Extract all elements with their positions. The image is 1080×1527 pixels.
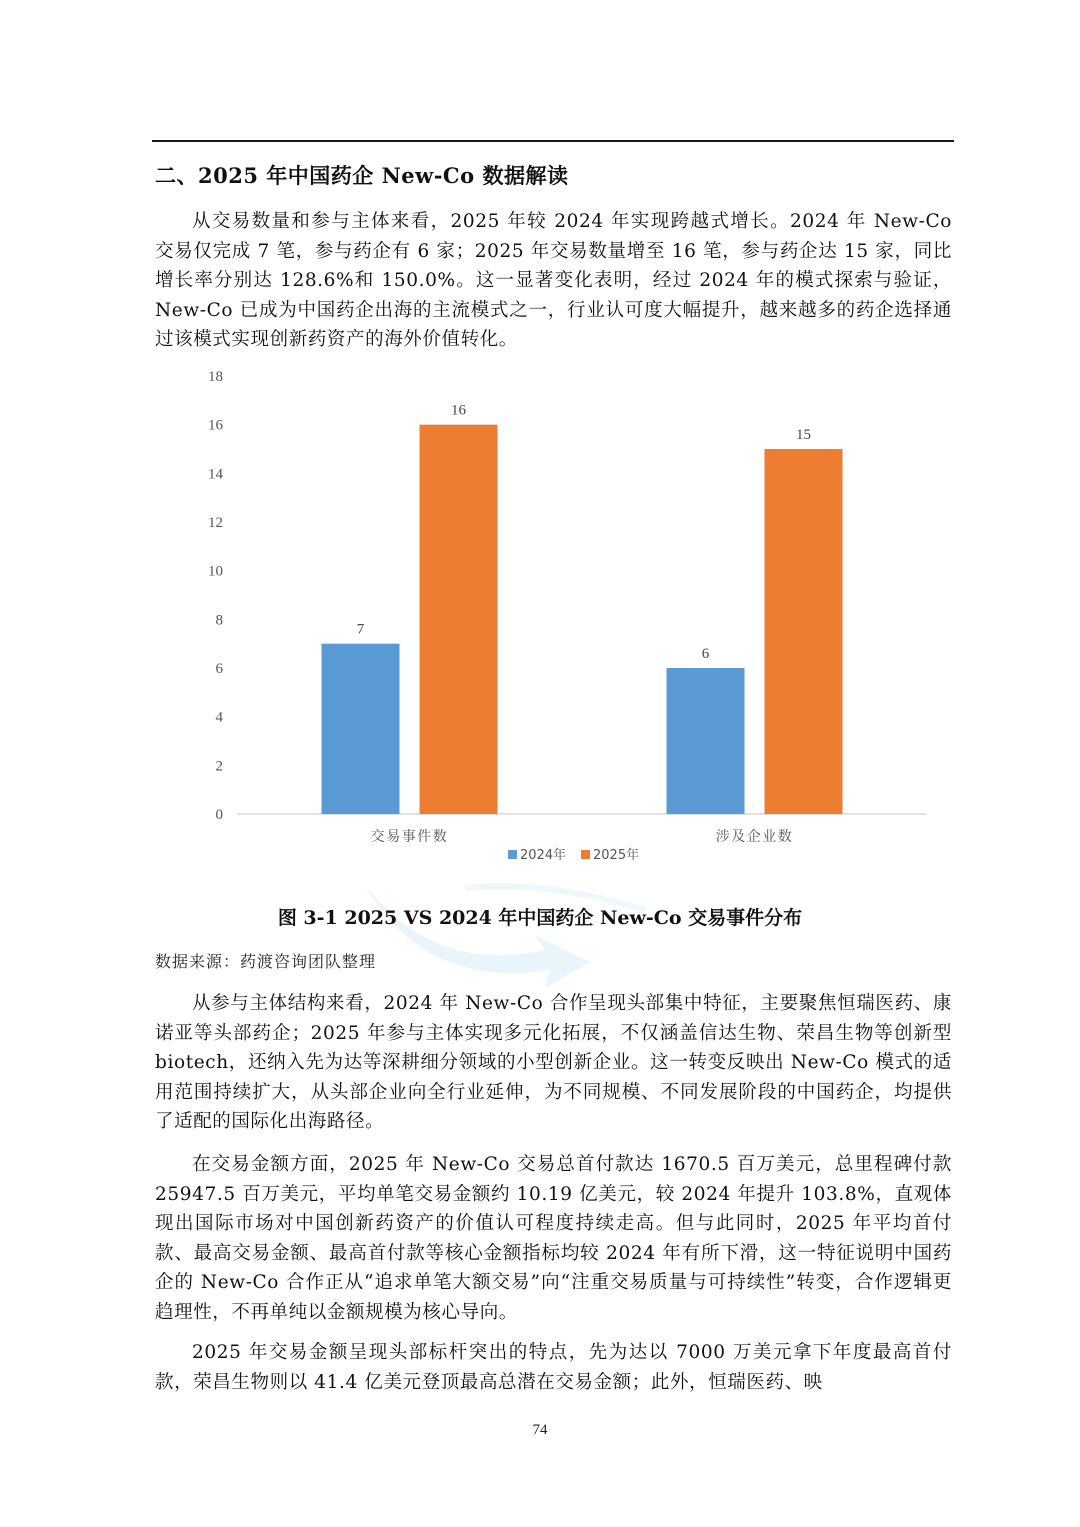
x-category-label: 涉及企业数 bbox=[715, 829, 794, 845]
page-number: 74 bbox=[532, 1422, 548, 1438]
bar-2025-transactions bbox=[420, 425, 498, 814]
section-heading: 二、2025 年中国药企 New-Co 数据解读 bbox=[155, 163, 569, 188]
figure-caption: 图 3-1 2025 VS 2024 年中国药企 New-Co 交易事件分布 bbox=[277, 907, 803, 929]
bar-data-label: 15 bbox=[796, 427, 811, 443]
y-tick-label: 6 bbox=[215, 661, 223, 677]
header-rule bbox=[152, 140, 954, 142]
data-source-note: 数据来源：药渡咨询团队整理 bbox=[155, 952, 377, 971]
y-tick-label: 14 bbox=[208, 466, 223, 483]
bar-2024-companies bbox=[667, 668, 745, 814]
paragraph-participant-structure: 从参与主体结构来看，2024 年 New-Co 合作呈现头部集中特征，主要聚焦恒瑞医药、康诺亚等头部药企；2025 年参与主体实现多元化拓展，不仅涵盖信达生物、荣昌生物等创新型 biotech，还纳入先为达等深耕细分领域的小型创新企业。这一转变反映出 New-Co 模式的适用范围持续扩大，从头部企业向全行业延伸，为不同规模、不同发展阶段的中国药企，均提供了适配的国际化出海路径。 bbox=[155, 993, 952, 1132]
y-tick-label: 10 bbox=[208, 563, 223, 580]
bar-data-label: 16 bbox=[451, 402, 466, 419]
paragraph-leading-deals: 2025 年交易金额呈现头部标杆突出的特点，先为达以 7000 万美元拿下年度最高首付款，荣昌生物则以 41.4 亿美元登顶最高总潜在交易金额；此外，恒瑞医药、映 bbox=[155, 1342, 952, 1393]
y-tick-label: 0 bbox=[215, 807, 223, 823]
y-tick-label: 2 bbox=[215, 758, 223, 775]
legend-swatch-2024 bbox=[508, 850, 517, 859]
legend-swatch-2025 bbox=[581, 850, 590, 859]
y-tick-label: 12 bbox=[208, 515, 223, 531]
bar-chart bbox=[150, 360, 950, 880]
y-tick-label: 18 bbox=[208, 369, 223, 385]
y-tick-label: 8 bbox=[215, 612, 223, 629]
y-tick-label: 4 bbox=[215, 709, 223, 726]
watermark-logo bbox=[345, 880, 665, 990]
legend-label: 2024年 bbox=[520, 848, 567, 863]
bar-2024-transactions bbox=[322, 644, 400, 814]
chart-canvas bbox=[150, 360, 950, 880]
y-tick-label: 16 bbox=[208, 417, 223, 434]
bar-2025-companies bbox=[765, 449, 843, 814]
paragraph-transaction-amount: 在交易金额方面，2025 年 New-Co 交易总首付款达 1670.5 百万美元，总里程碑付款 25947.5 百万美元，平均单笔交易金额约 10.19 亿美元，较 2024 年提升 103.8%，直观体现出国际市场对中国创新药资产的价值认可程度持续走高。但与此同时，2025 年平均首付款、最高交易金额、最高首付款等核心金额指标均较 2024 年有所下滑，这一特征说明中国药企的 New-Co 合作正从“追求单笔大额交易”向“注重交易质量与可持续性”转变，合作逻辑更趋理性，不再单纯以金额规模为核心导向。 bbox=[155, 1154, 952, 1323]
x-category-label: 交易事件数 bbox=[370, 829, 449, 845]
bar-data-label: 6 bbox=[701, 646, 710, 662]
legend-label: 2025年 bbox=[593, 848, 640, 863]
paragraph-transaction-count: 从交易数量和参与主体来看，2025 年较 2024 年实现跨越式增长。2024 年 New-Co 交易仅完成 7 笔，参与药企有 6 家；2025 年交易数量增至 16 笔，参与药企达 15 家，同比增长率分别达 128.6%和 150.0%。这一显著变化表明，经过 2024 年的模式探索与验证，New-Co 已成为中国药企出海的主流模式之一，行业认可度大幅提升，越来越多的药企选择通过该模式实现创新药资产的海外价值转化。 bbox=[155, 211, 952, 350]
bar-data-label: 7 bbox=[356, 621, 365, 638]
